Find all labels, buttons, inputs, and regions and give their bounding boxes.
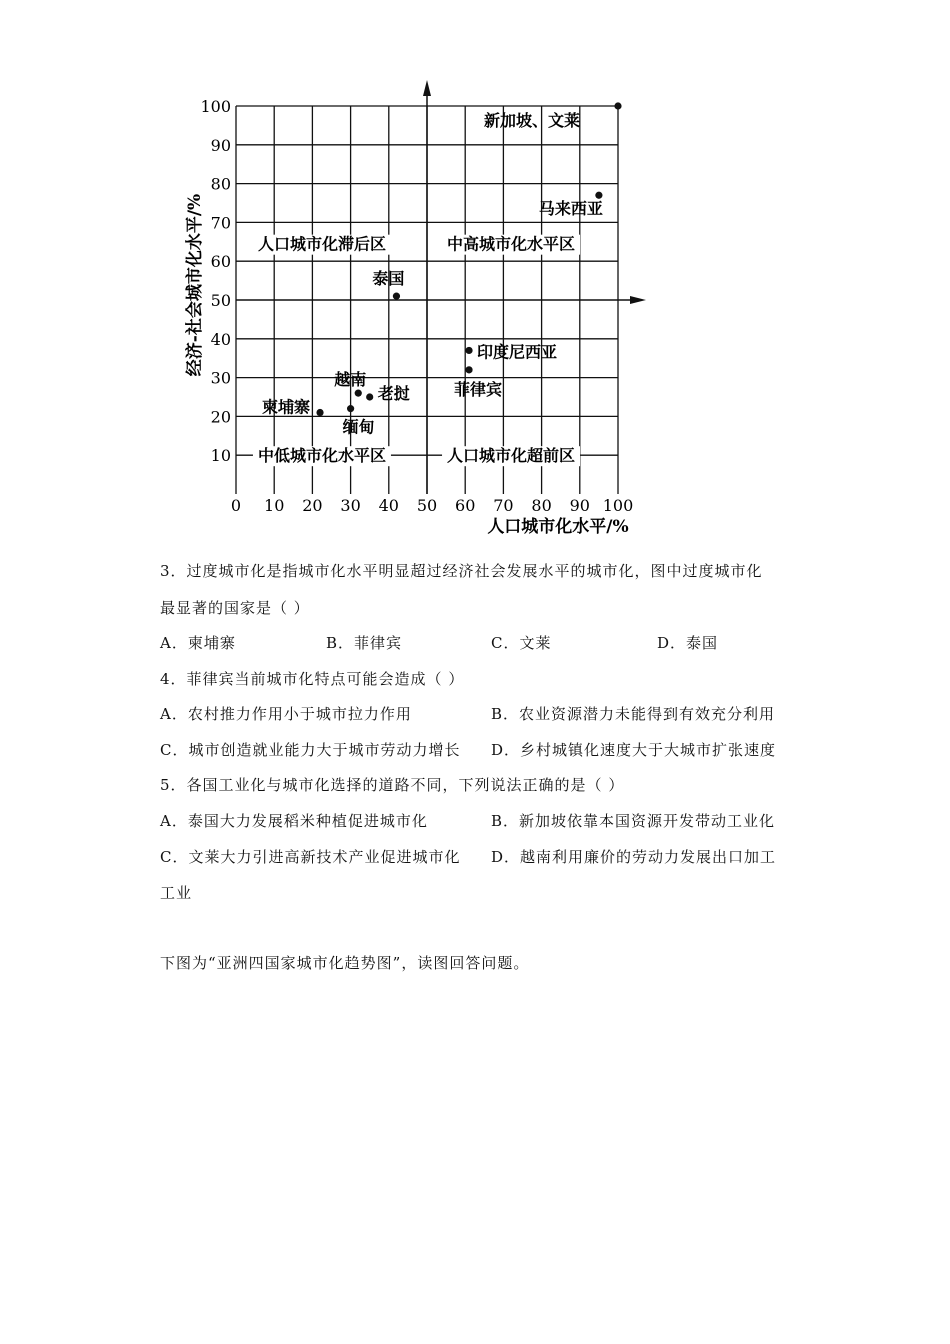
data-point xyxy=(355,390,362,397)
x-tick-label: 20 xyxy=(302,496,323,515)
vertical-axis-arrow xyxy=(423,80,431,96)
x-tick-label: 80 xyxy=(531,496,552,515)
q5-option-c[interactable]: C．文莱大力引进高新技术产业促进城市化 xyxy=(160,848,461,866)
question-3-stem-line1: 3．过度城市化是指城市化水平明显超过经济社会发展水平的城市化，图中过度城市化 xyxy=(160,562,763,580)
q3-option-d[interactable]: D．泰国 xyxy=(657,634,719,652)
q4-option-c[interactable]: C．城市创造就业能力大于城市劳动力增长 xyxy=(160,741,461,759)
data-point xyxy=(347,405,354,412)
y-tick-label: 30 xyxy=(210,368,231,388)
q4-option-b[interactable]: B．农业资源潜力未能得到有效充分利用 xyxy=(491,705,776,723)
data-point xyxy=(366,393,373,400)
data-point xyxy=(465,347,472,354)
x-tick-label: 60 xyxy=(455,496,476,515)
y-tick-label: 60 xyxy=(210,252,231,272)
x-tick-label: 30 xyxy=(340,496,361,515)
q5-option-d[interactable]: D．越南利用廉价的劳动力发展出口加工 xyxy=(491,848,777,866)
x-tick-labels xyxy=(231,496,633,515)
data-point xyxy=(614,102,621,109)
question-5-stem: 5．各国工业化与城市化选择的道路不同，下列说法正确的是（ ） xyxy=(160,776,625,794)
x-tick-label: 100 xyxy=(602,496,634,515)
data-points xyxy=(262,102,622,436)
y-tick-label: 10 xyxy=(210,446,231,466)
q4-option-d[interactable]: D．乡村城镇化速度大于大城市扩张速度 xyxy=(491,741,777,759)
y-tick-label: 40 xyxy=(210,329,231,349)
y-tick-label: 100 xyxy=(200,97,231,116)
data-point-label: 缅甸 xyxy=(342,417,375,437)
data-point xyxy=(465,366,472,373)
region-label: 人口城市化滞后区 xyxy=(257,234,386,254)
data-point-label: 老挝 xyxy=(377,384,410,403)
region-label: 中高城市化水平区 xyxy=(447,234,576,254)
data-point-label: 越南 xyxy=(334,370,367,390)
y-tick-labels xyxy=(200,97,231,465)
x-axis-label: 人口城市化水平/% xyxy=(487,517,629,537)
data-point-label: 印度尼西亚 xyxy=(477,342,558,362)
data-point-label: 菲律宾 xyxy=(454,379,503,399)
q5-option-b[interactable]: B．新加坡依靠本国资源开发带动工业化 xyxy=(491,812,776,830)
q3-option-c[interactable]: C．文莱 xyxy=(491,634,552,652)
q3-option-b[interactable]: B．菲律宾 xyxy=(326,634,403,652)
data-point-label: 新加坡、文莱 xyxy=(483,111,580,130)
x-tick-label: 70 xyxy=(493,496,514,515)
x-tick-label: 50 xyxy=(416,496,438,515)
horizontal-axis-arrow xyxy=(630,296,646,304)
data-point-label: 泰国 xyxy=(372,269,405,289)
urbanization-scatter-chart xyxy=(0,0,950,560)
q3-option-a[interactable]: A．柬埔寨 xyxy=(160,634,236,652)
y-tick-label: 20 xyxy=(210,407,231,427)
question-4-stem: 4．菲律宾当前城市化特点可能会造成（ ） xyxy=(160,670,465,688)
chart-axes xyxy=(236,80,646,494)
region-label: 中低城市化水平区 xyxy=(257,446,386,466)
data-point xyxy=(393,293,400,300)
y-tick-label: 50 xyxy=(210,291,231,310)
data-point xyxy=(316,409,323,416)
y-axis-label: 经济-社会城市化水平/% xyxy=(185,193,205,377)
x-tick-label: 0 xyxy=(230,496,242,515)
x-tick-label: 10 xyxy=(264,496,285,515)
q5-option-a[interactable]: A．泰国大力发展稻米种植促进城市化 xyxy=(160,812,428,830)
x-tick-label: 40 xyxy=(378,496,399,515)
x-tick-label: 90 xyxy=(569,496,590,515)
question-3-stem-line2: 最显著的国家是（ ） xyxy=(160,599,310,617)
y-tick-label: 70 xyxy=(210,213,231,233)
y-tick-label: 90 xyxy=(210,135,231,155)
data-point-label: 柬埔寨 xyxy=(262,397,311,417)
data-point-label: 马来西亚 xyxy=(538,199,603,219)
q5-option-d-continuation: 工业 xyxy=(160,884,193,902)
q4-option-a[interactable]: A．农村推力作用小于城市拉力作用 xyxy=(160,705,412,723)
next-section-intro: 下图为“亚洲四国家城市化趋势图”，读图回答问题。 xyxy=(160,954,530,972)
data-point xyxy=(595,192,602,199)
y-tick-label: 80 xyxy=(210,174,231,194)
region-label: 人口城市化超前区 xyxy=(447,446,576,466)
